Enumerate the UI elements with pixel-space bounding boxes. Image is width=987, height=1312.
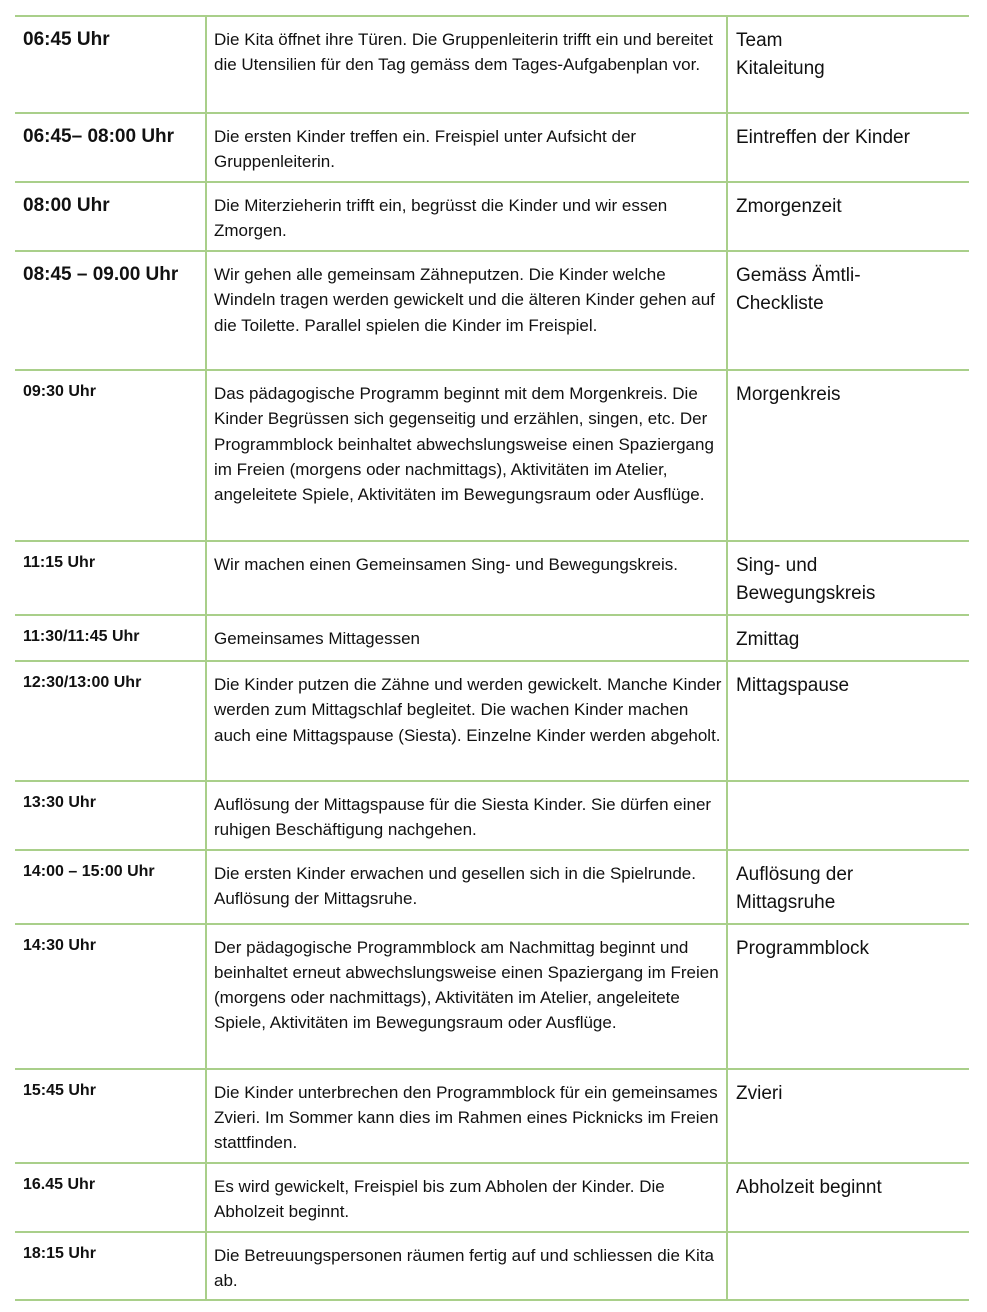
- category-label: Zmorgenzeit: [736, 196, 842, 217]
- time-cell: [15, 615, 206, 661]
- time-label: 11:15 Uhr: [23, 554, 96, 571]
- time-label: 15:45 Uhr: [23, 1081, 96, 1099]
- time-cell: [15, 1069, 206, 1163]
- table-row: [15, 850, 969, 924]
- table-row: [15, 113, 969, 182]
- category-label: Abholzeit beginnt: [736, 1176, 882, 1198]
- table-row: [15, 182, 969, 251]
- category-cell: [727, 251, 969, 370]
- time-label: 06:45– 08:00 Uhr: [23, 126, 175, 147]
- time-cell: [15, 16, 206, 113]
- category-label: Sing- und Bewegungskreis: [736, 555, 876, 604]
- category-label: Team Kitaleitung: [736, 30, 825, 79]
- table-row: [15, 924, 969, 1069]
- category-label: [728, 782, 969, 798]
- time-label: 18:15 Uhr: [23, 1244, 96, 1262]
- description-text: Das pädagogische Programm beginnt mit dem Morgenkreis. Die Kinder Begrüssen sich gegenseitig und erzählen, singen, etc. Der Programmblock beinhaltet abwechslungsweise einen Spaziergang im Freien (morgens oder nachmittags), Aktivitäten im Atelier, angeleitete Spiele, Aktivitäten im Bewegungsraum oder Ausflüge.: [214, 384, 714, 505]
- description-text: Auflösung der Mittagspause für die Siesta Kinder. Sie dürfen einer ruhigen Beschäftigung nachgehen.: [214, 795, 712, 840]
- category-label: Gemäss Ämtli- Checkliste: [736, 265, 861, 314]
- time-cell: [15, 924, 206, 1069]
- category-label: Mittagspause: [736, 675, 850, 696]
- description-cell: [206, 251, 727, 370]
- time-label: 14:30 Uhr: [23, 936, 96, 954]
- description-text: Wir machen einen Gemeinsamen Sing- und Bewegungskreis.: [214, 555, 678, 574]
- time-label: 06:45 Uhr: [23, 29, 110, 50]
- time-label: 09:30 Uhr: [23, 383, 96, 400]
- table-row: [15, 1232, 969, 1301]
- category-label: Programmblock: [736, 937, 870, 959]
- category-cell: [727, 182, 969, 251]
- category-label: Auflösung der Mittagsruhe: [736, 863, 854, 913]
- category-cell: [727, 16, 969, 113]
- description-cell: [206, 113, 727, 182]
- time-cell: [15, 113, 206, 182]
- table-row: [15, 541, 969, 615]
- time-label: 11:30/11:45 Uhr: [23, 628, 140, 645]
- category-label: Eintreffen der Kinder: [736, 127, 910, 148]
- category-cell: [727, 1163, 969, 1232]
- category-cell: [727, 370, 969, 541]
- time-cell: [15, 1232, 206, 1301]
- description-text: Gemeinsames Mittagessen: [214, 629, 420, 648]
- description-text: Der pädagogische Programmblock am Nachmittag beginnt und beinhaltet erneut abwechslungsweise einen Spaziergang im Freien (morgens oder nachmittags), Aktivitäten im Atelier, angeleitete Spiele, Aktivitäten im Bewegungsraum oder Ausflüge.: [214, 937, 719, 1033]
- table-row: [15, 1163, 969, 1232]
- category-cell: [727, 924, 969, 1069]
- time-label: 14:00 – 15:00 Uhr: [23, 862, 155, 880]
- time-cell: [15, 850, 206, 924]
- table-row: [15, 251, 969, 370]
- category-cell: [727, 661, 969, 781]
- category-cell: [727, 113, 969, 182]
- table-row: [15, 781, 969, 850]
- description-text: Wir gehen alle gemeinsam Zähneputzen. Die Kinder welche Windeln tragen werden gewickelt und die älteren Kinder gehen auf die Toilette. Parallel spielen die Kinder im Freispiel.: [214, 265, 715, 335]
- description-cell: [206, 1232, 727, 1301]
- description-cell: [206, 1163, 727, 1232]
- category-cell: [727, 1232, 969, 1301]
- description-cell: [206, 615, 727, 661]
- description-text: Die Kita öffnet ihre Türen. Die Gruppenleiterin trifft ein und bereitet die Utensilien für den Tag gemäss dem Tages-Aufgabenplan vor.: [214, 30, 713, 75]
- category-label: Zvieri: [736, 1082, 783, 1104]
- time-cell: [15, 781, 206, 850]
- category-label: Morgenkreis: [736, 384, 841, 405]
- description-cell: [206, 541, 727, 615]
- table-row: [15, 1069, 969, 1163]
- time-label: 13:30 Uhr: [23, 794, 96, 811]
- time-cell: [15, 370, 206, 541]
- description-cell: [206, 850, 727, 924]
- description-cell: [206, 182, 727, 251]
- table-row: [15, 16, 969, 113]
- description-cell: [206, 1069, 727, 1163]
- description-text: Die ersten Kinder erwachen und gesellen sich in die Spielrunde. Auflösung der Mittagsruhe.: [214, 863, 696, 908]
- description-text: Die Miterzieherin trifft ein, begrüsst die Kinder und wir essen Zmorgen.: [214, 196, 668, 241]
- table-row: [15, 661, 969, 781]
- time-cell: [15, 251, 206, 370]
- description-text: Die Kinder unterbrechen den Programmblock für ein gemeinsames Zvieri. Im Sommer kann dies im Rahmen eines Picknicks im Freien stattfinden.: [214, 1082, 719, 1153]
- category-cell: [727, 781, 969, 850]
- description-text: Die ersten Kinder treffen ein. Freispiel unter Aufsicht der Gruppenleiterin.: [214, 127, 637, 172]
- description-cell: [206, 781, 727, 850]
- description-text: Es wird gewickelt, Freispiel bis zum Abholen der Kinder. Die Abholzeit beginnt.: [214, 1176, 665, 1221]
- time-cell: [15, 661, 206, 781]
- daily-schedule-table: [15, 15, 969, 1301]
- description-cell: [206, 16, 727, 113]
- time-label: 12:30/13:00 Uhr: [23, 674, 142, 691]
- time-cell: [15, 1163, 206, 1232]
- description-cell: [206, 661, 727, 781]
- category-label: Zmittag: [736, 629, 800, 650]
- time-label: 08:45 – 09.00 Uhr: [23, 264, 179, 285]
- time-cell: [15, 541, 206, 615]
- category-label: [728, 1233, 969, 1249]
- time-label: 08:00 Uhr: [23, 195, 110, 216]
- table-row: [15, 615, 969, 661]
- category-cell: [727, 615, 969, 661]
- category-cell: [727, 1069, 969, 1163]
- time-label: 16.45 Uhr: [23, 1175, 96, 1193]
- category-cell: [727, 850, 969, 924]
- description-text: Die Kinder putzen die Zähne und werden gewickelt. Manche Kinder werden zum Mittagschlaf begleitet. Die wachen Kinder machen auch eine Mittagspause (Siesta). Einzelne Kinder werden abgeholt.: [214, 675, 722, 745]
- description-text: Die Betreuungspersonen räumen fertig auf und schliessen die Kita ab.: [214, 1245, 714, 1290]
- description-cell: [206, 370, 727, 541]
- table-row: [15, 370, 969, 541]
- category-cell: [727, 541, 969, 615]
- time-cell: [15, 182, 206, 251]
- description-cell: [206, 924, 727, 1069]
